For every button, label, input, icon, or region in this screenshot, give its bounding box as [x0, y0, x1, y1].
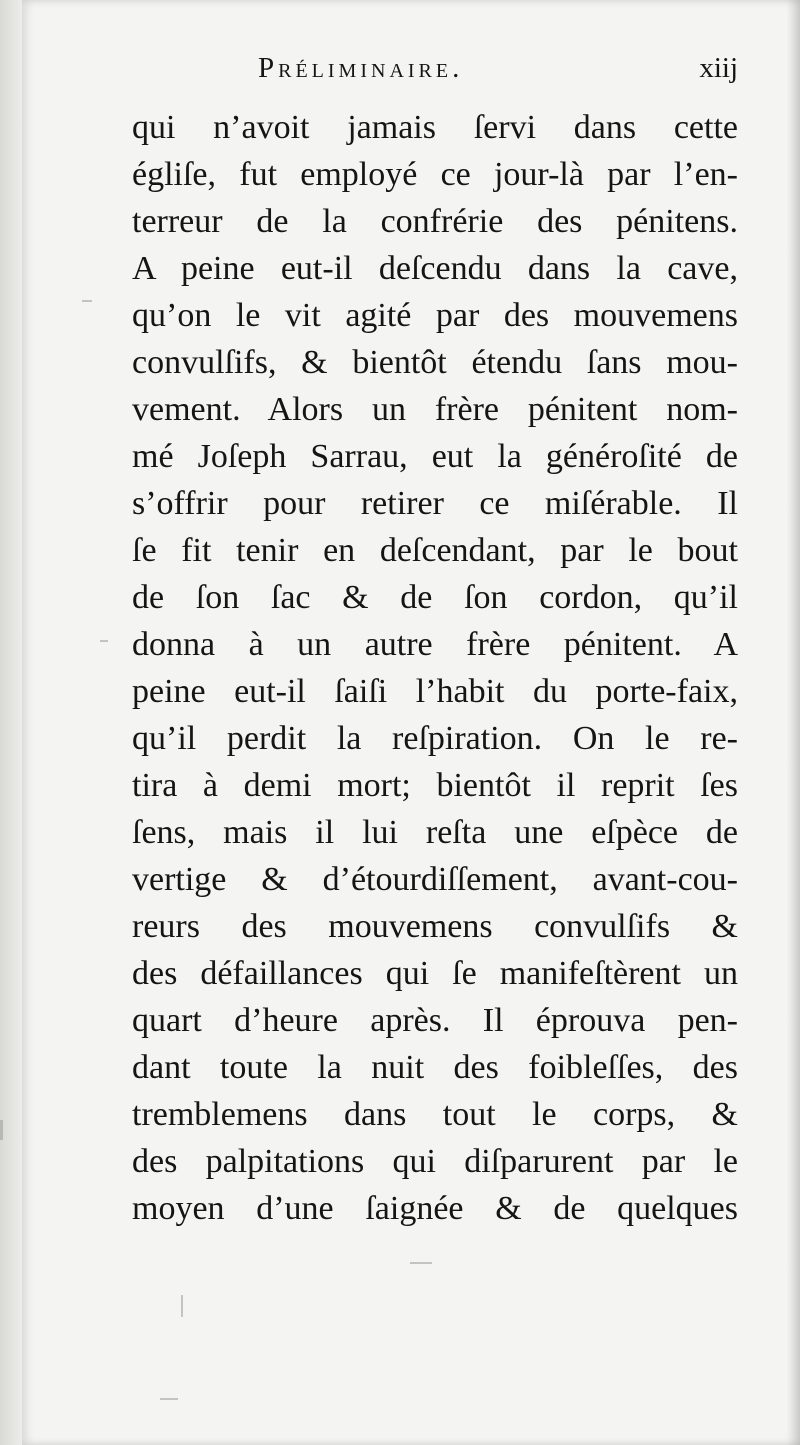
paper-speck — [82, 300, 92, 302]
text-line: vement. Alors un frère pénitent nom- — [132, 391, 738, 428]
text-line: qui n’avoit jamais ſervi dans cette — [132, 109, 738, 146]
body-text — [132, 104, 738, 1232]
paper-speck — [410, 1262, 432, 1264]
paper-speck — [181, 1295, 183, 1317]
text-line: terreur de la confrérie des pénitens. — [132, 203, 738, 240]
text-line: tira à demi mort; bientôt il reprit ſes — [132, 767, 738, 804]
text-line: ſens, mais il lui reſta une eſpèce de — [132, 814, 738, 851]
text-line: reurs des mouvemens convulſifs & — [132, 908, 738, 945]
text-line: qu’on le vit agité par des mouvemens — [132, 297, 738, 334]
page-number: xiij — [699, 52, 738, 84]
running-title: Préliminaire. — [258, 52, 464, 84]
page-gutter — [0, 0, 22, 1445]
page-edge-shadow — [786, 0, 800, 1445]
text-line: des palpitations qui diſparurent par le — [132, 1143, 738, 1180]
text-line: de ſon ſac & de ſon cordon, qu’il — [132, 579, 738, 616]
text-line: peine eut-il ſaiſi l’habit du porte-faix, — [132, 673, 738, 710]
paper-speck — [0, 1120, 3, 1140]
paper-speck — [160, 1398, 178, 1400]
text-line: ſe fit tenir en deſcendant, par le bout — [132, 532, 738, 569]
text-line: qu’il perdit la reſpiration. On le re- — [132, 720, 738, 757]
text-line: A peine eut-il deſcendu dans la cave, — [132, 250, 738, 287]
page-header — [258, 52, 738, 96]
text-line: tremblemens dans tout le corps, & — [132, 1096, 738, 1133]
text-line: quart d’heure après. Il éprouva pen- — [132, 1002, 738, 1039]
text-line: s’offrir pour retirer ce miſérable. Il — [132, 485, 738, 522]
text-line: donna à un autre frère pénitent. A — [132, 626, 738, 663]
text-line: des défaillances qui ſe manifeſtèrent un — [132, 955, 738, 992]
text-line: convulſifs, & bientôt étendu ſans mou- — [132, 344, 738, 381]
paper-speck — [100, 640, 108, 642]
text-line: égliſe, fut employé ce jour-là par l’en- — [132, 156, 738, 193]
text-line: vertige & d’étourdiſſement, avant-cou- — [132, 861, 738, 898]
text-line: moyen d’une ſaignée & de quelques — [132, 1190, 738, 1227]
text-line: dant toute la nuit des foibleſſes, des — [132, 1049, 738, 1086]
text-line: mé Joſeph Sarrau, eut la généroſité de — [132, 438, 738, 475]
